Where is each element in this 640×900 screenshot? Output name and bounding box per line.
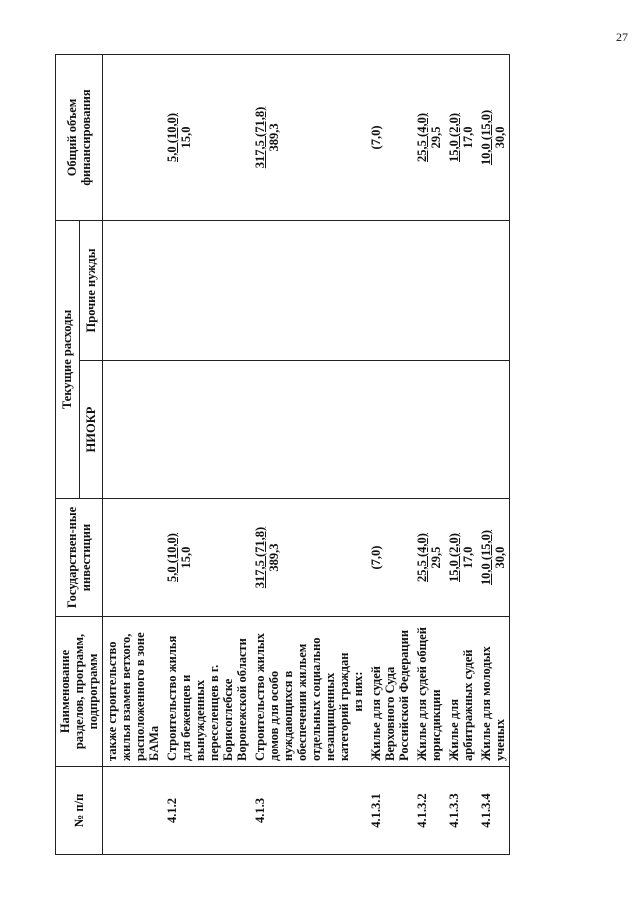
total-value-a: 10,0 (15,0) <box>479 109 493 166</box>
row-num: 4.1.3 <box>251 767 367 855</box>
row-name: Жилье для молодых ученых <box>477 617 510 767</box>
row-name: Жилье для судей Верховного Суда Российской Федерации <box>367 617 413 767</box>
row-num <box>103 767 164 855</box>
gov-value-a: (7,0) <box>369 545 383 570</box>
row-other <box>477 220 510 360</box>
gov-value-b: 17,0 <box>461 546 475 569</box>
rotated-page <box>55 55 585 855</box>
row-num: 4.1.3.1 <box>367 767 413 855</box>
row-gov <box>413 499 445 617</box>
total-value-a: 15,0 (2,0) <box>447 113 461 162</box>
row-name: Жилье для арбитражных судей <box>445 617 477 767</box>
row-name: Жилье для судей общей юрисдикции <box>413 617 445 767</box>
financing-table <box>55 54 510 855</box>
row-gov <box>103 499 164 617</box>
gov-value-b: 15,0 <box>179 546 193 569</box>
total-value-b: 17,0 <box>461 126 475 149</box>
total-value-b: 29,5 <box>429 126 443 149</box>
row-other <box>163 220 251 360</box>
row-niokr <box>413 361 445 499</box>
row-name: Строительство жилья для беженцев и вынужденных переселенцев в г. Борисоглебске Воронежской области <box>163 617 251 767</box>
row-gov <box>163 499 251 617</box>
row-other <box>103 220 164 360</box>
header-niokr: НИОКР <box>79 361 103 499</box>
row-name-text: Строительство жилых домов для особо нуждающихся в обеспечении жильем отдельных социально незащищенных категорий граждан <box>253 633 351 761</box>
row-num: 4.1.2 <box>163 767 251 855</box>
row-niokr <box>251 361 367 499</box>
row-total <box>413 54 445 220</box>
row-total <box>163 54 251 220</box>
row-niokr <box>477 361 510 499</box>
page-number: 27 <box>616 30 628 44</box>
table-row <box>477 54 510 854</box>
total-value-a: (7,0) <box>369 125 383 150</box>
row-niokr <box>445 361 477 499</box>
header-row <box>56 54 80 854</box>
table-row <box>367 54 413 854</box>
row-total <box>367 54 413 220</box>
header-name: Наименование разделов, программ, подпрограмм <box>56 617 103 767</box>
row-total <box>103 54 164 220</box>
total-value-a: 25,5 (4,0) <box>415 113 429 162</box>
header-other: Прочие нужды <box>79 220 103 360</box>
gov-value-b: 29,5 <box>429 546 443 569</box>
row-name <box>251 617 367 767</box>
row-niokr <box>163 361 251 499</box>
gov-value-a: 25,5 (4,0) <box>415 533 429 582</box>
row-total <box>445 54 477 220</box>
row-num: 4.1.3.4 <box>477 767 510 855</box>
total-value-b: 389,3 <box>267 123 281 152</box>
row-gov <box>251 499 367 617</box>
row-name-extra: из них: <box>351 671 365 712</box>
row-gov <box>367 499 413 617</box>
row-name: также строительство жилья взамен ветхого, расположенного в зоне БАМа <box>103 617 164 767</box>
table-row <box>413 54 445 854</box>
row-other <box>251 220 367 360</box>
row-niokr <box>367 361 413 499</box>
gov-value-b: 389,3 <box>267 543 281 572</box>
table-row <box>103 54 164 854</box>
gov-value-a: 10,0 (15,0) <box>479 529 493 586</box>
total-value-a: 317,5 (71,8) <box>253 106 267 169</box>
row-total <box>251 54 367 220</box>
row-other <box>413 220 445 360</box>
header-num: № п/п <box>56 767 103 855</box>
header-gov-investments: Государствен-ные инвестиции <box>56 499 103 617</box>
header-total: Общий объем финансирования <box>56 54 103 220</box>
table-row <box>445 54 477 854</box>
gov-value-a: 317,5 (71,8) <box>253 526 267 589</box>
table-row <box>163 54 251 854</box>
row-num: 4.1.3.2 <box>413 767 445 855</box>
gov-value-a: 15,0 (2,0) <box>447 533 461 582</box>
header-current-expenses: Текущие расходы <box>56 220 80 498</box>
row-gov <box>445 499 477 617</box>
gov-value-b: 30,0 <box>493 546 507 569</box>
total-value-b: 30,0 <box>493 126 507 149</box>
row-other <box>445 220 477 360</box>
row-gov <box>477 499 510 617</box>
total-value-a: 5,0 (10,0) <box>165 113 179 162</box>
row-niokr <box>103 361 164 499</box>
row-other <box>367 220 413 360</box>
table-row <box>251 54 367 854</box>
row-num: 4.1.3.3 <box>445 767 477 855</box>
gov-value-a: 5,0 (10,0) <box>165 533 179 582</box>
total-value-b: 15,0 <box>179 126 193 149</box>
row-total <box>477 54 510 220</box>
